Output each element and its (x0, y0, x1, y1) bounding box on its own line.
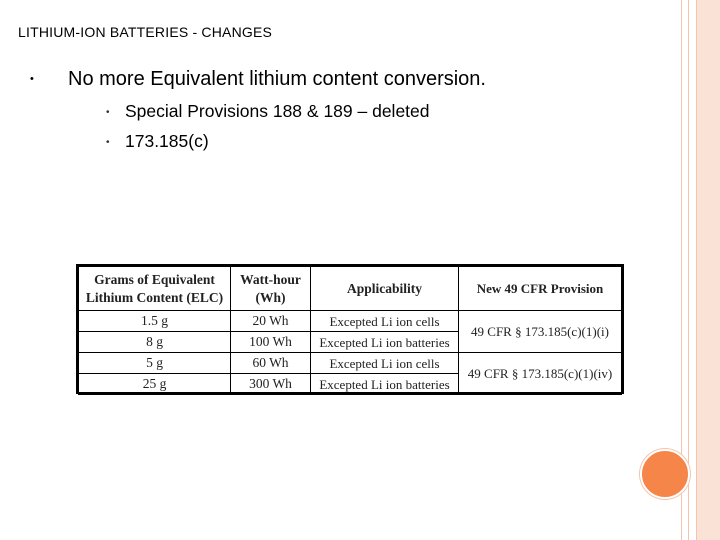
side-line (688, 0, 689, 540)
cell-applicability: Excepted Li ion batteries (311, 332, 459, 353)
cell-wh: 300 Wh (231, 374, 311, 395)
header-wh-line1: Watt-hour (240, 272, 301, 287)
elc-conversion-table (76, 264, 624, 394)
cell-wh: 100 Wh (231, 332, 311, 353)
header-wh-line2: (Wh) (255, 289, 286, 305)
bullet-dot: • (30, 73, 34, 85)
header-elc (79, 267, 231, 311)
header-applicability: Applicability (311, 267, 459, 311)
cell-applicability: Excepted Li ion cells (311, 353, 459, 374)
header-wh (231, 267, 311, 311)
side-band (696, 0, 720, 540)
bullet-text: No more Equivalent lithium content conversion. (68, 68, 486, 90)
table-header-row (79, 267, 622, 311)
cell-elc: 1.5 g (79, 311, 231, 332)
sub-bullet-text: Special Provisions 188 & 189 – deleted (125, 101, 430, 121)
cell-elc: 25 g (79, 374, 231, 395)
sub-bullet-item (106, 131, 209, 152)
bullet-item (30, 68, 486, 91)
cell-wh: 20 Wh (231, 311, 311, 332)
table-row (79, 353, 622, 374)
header-provision: New 49 CFR Provision (459, 267, 622, 311)
header-elc-line2: Lithium Content (ELC) (85, 289, 224, 305)
bullet-dot: • (106, 137, 110, 148)
cell-applicability: Excepted Li ion batteries (311, 374, 459, 395)
slide-title: LITHIUM-ION BATTERIES - CHANGES (18, 24, 273, 40)
cell-wh: 60 Wh (231, 353, 311, 374)
cell-elc: 8 g (79, 332, 231, 353)
side-line (696, 0, 697, 540)
decorative-circle (640, 449, 690, 499)
table-row (79, 311, 622, 332)
bullet-dot: • (106, 107, 110, 118)
header-elc-line1: Grams of Equivalent (94, 272, 215, 287)
cell-applicability: Excepted Li ion cells (311, 311, 459, 332)
sub-bullet-text: 173.185(c) (125, 131, 209, 151)
sub-bullet-item (106, 101, 430, 122)
cell-provision: 49 CFR § 173.185(c)(1)(iv) (459, 353, 622, 395)
cell-elc: 5 g (79, 353, 231, 374)
cell-provision: 49 CFR § 173.185(c)(1)(i) (459, 311, 622, 353)
